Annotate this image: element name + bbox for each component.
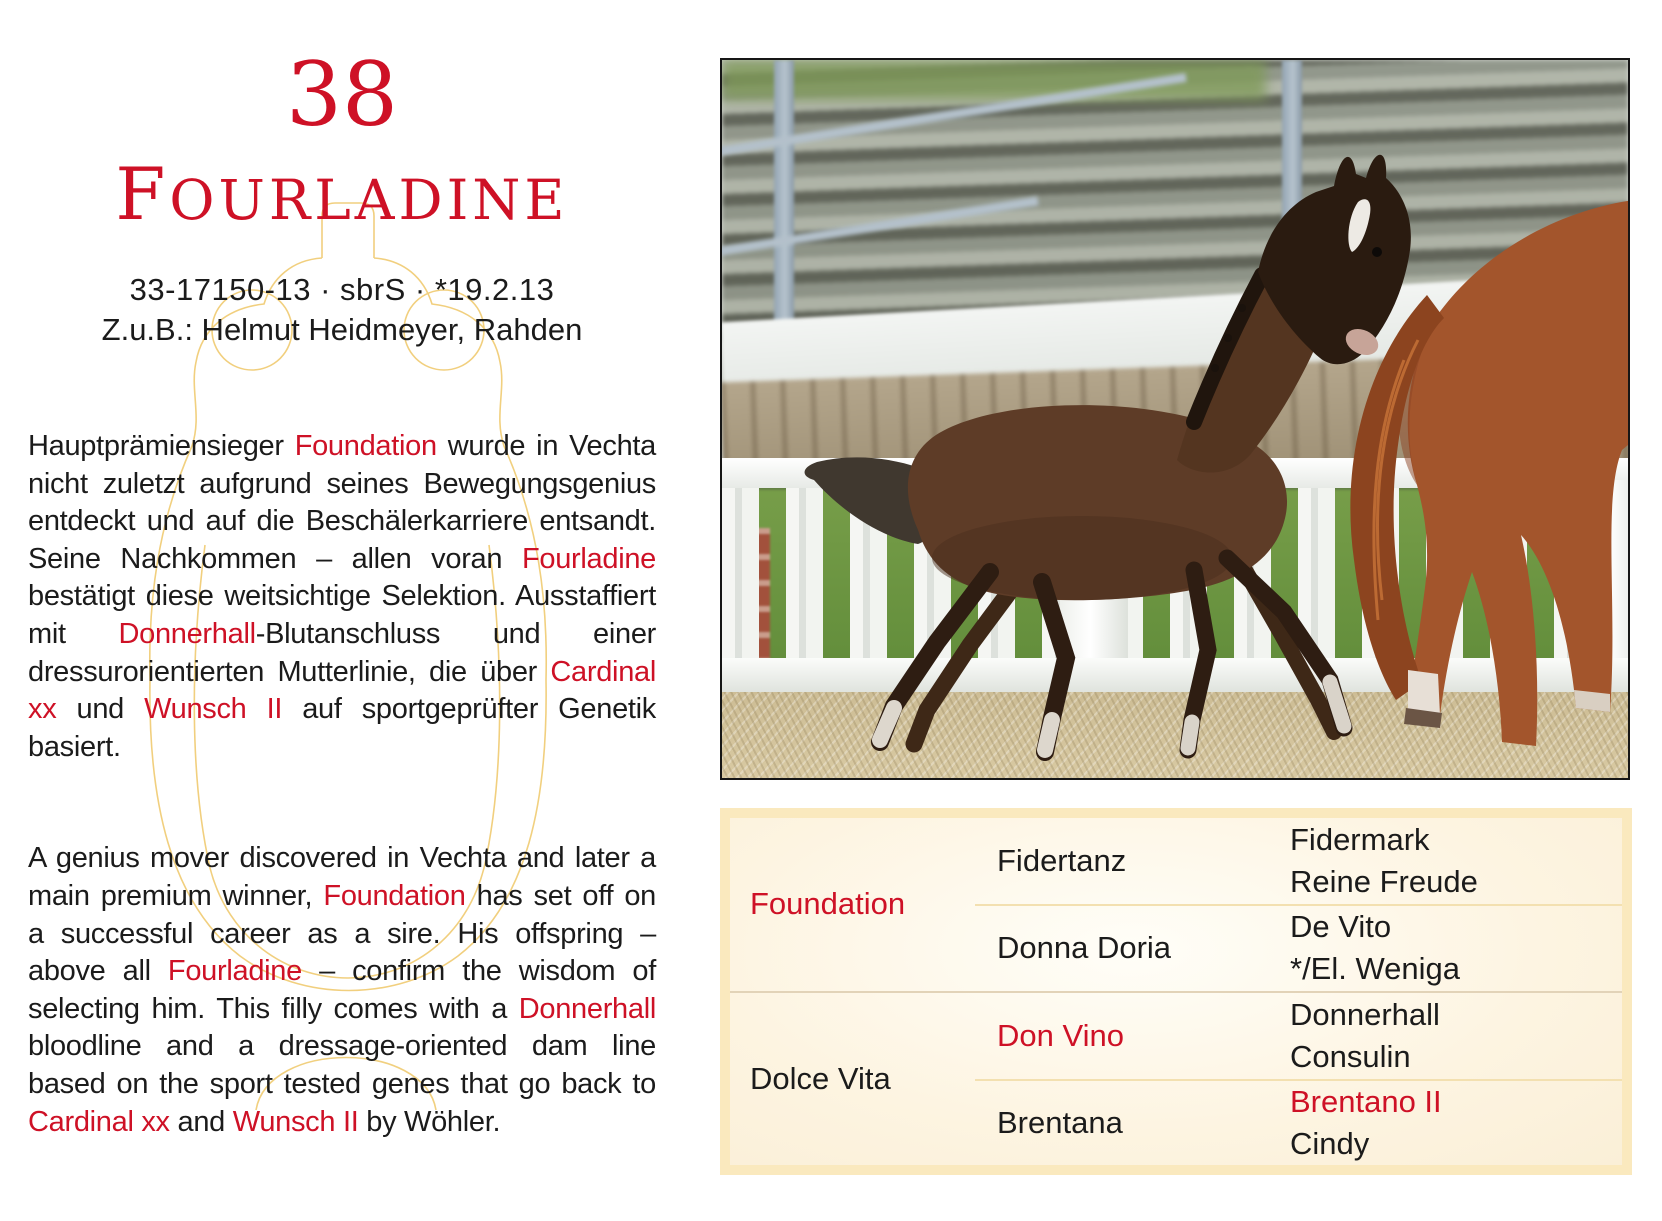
pedigree-cell-line: De Vito — [1290, 909, 1392, 945]
pedigree-cell-line: Brentano II — [1290, 1083, 1442, 1119]
pedigree-cell: Brentana — [975, 1079, 1290, 1165]
horse-name-title — [28, 152, 656, 246]
foal-photo — [720, 58, 1630, 780]
pedigree-dam-block — [730, 991, 1622, 1166]
pedigree-table-inner — [730, 818, 1622, 1165]
horse-name-rest: OURLADINE — [169, 168, 569, 232]
pedigree-cell-line: Donnerhall — [1290, 996, 1440, 1032]
pedigree-cell-line: */El. Weniga — [1290, 951, 1461, 987]
description-english: A genius mover discovered in Vechta and later a main premium winner, Foundation has set off on a successful career as a sire. His offspring – above all Fourladine – confirm the wisdom of selecting him. This filly comes with a Donnerhall bloodline and a dressage-oriented dam line based on the sport tested genes that go back to Cardinal xx and Wunsch II by Wöhler. — [28, 842, 656, 1138]
description-german: Hauptprämiensieger Foundation wurde in Vechta nicht zuletzt aufgrund seines Bewegungsgenius entdeckt und auf die Beschälerkarriere entsandt. Seine Nachkommen – allen voran Fourladine bestätigt diese weitsichtige Selektion. Ausstaffiert mit Donnerhall-Blutanschluss und einer dressurorientierten Mutterlinie, die über Cardinal xx und Wunsch II auf sportgeprüfter Genetik basiert. — [28, 430, 657, 763]
pedigree-cell-line: Cindy — [1290, 1125, 1370, 1161]
pedigree-cell — [1290, 993, 1622, 1079]
foal-illustration — [805, 155, 1411, 752]
pedigree-cell-line: Fidermark — [1290, 822, 1430, 858]
pedigree-cell-line: Consulin — [1290, 1038, 1411, 1074]
pedigree-table — [720, 808, 1632, 1175]
pedigree-sire-block — [730, 818, 1622, 991]
registration-line: 33-17150-13 · sbrS · *19.2.13 — [129, 272, 555, 307]
horses-illustration — [722, 60, 1630, 780]
pedigree-cell — [1290, 1079, 1622, 1165]
pedigree-cell — [1290, 818, 1622, 904]
pedigree-cell: Don Vino — [997, 1017, 1124, 1053]
pedigree-sire-name: Foundation — [750, 886, 906, 922]
pedigree-cell: Donna Doria — [975, 904, 1290, 990]
horse-name-initial: F — [115, 152, 170, 236]
left-column — [28, 0, 656, 1221]
catalog-number: 38 — [286, 43, 398, 146]
breeder-line: Z.u.B.: Helmut Heidmeyer, Rahden — [101, 312, 583, 347]
pedigree-dam-name: Dolce Vita — [750, 1060, 891, 1096]
pedigree-cell — [1290, 904, 1622, 990]
pedigree-cell-line: Reine Freude — [1290, 864, 1478, 900]
pedigree-cell: Fidertanz — [997, 843, 1127, 879]
